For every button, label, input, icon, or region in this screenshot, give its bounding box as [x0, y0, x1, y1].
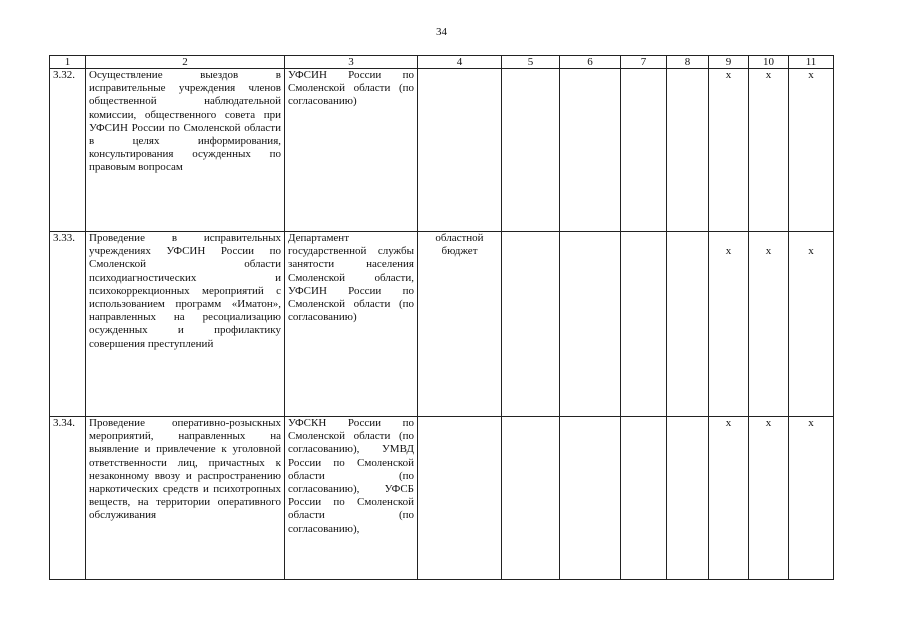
empty-cell [560, 69, 621, 232]
empty-cell [621, 232, 667, 417]
header-col-11: 11 [789, 56, 834, 69]
mark-col-9: х [709, 69, 749, 232]
table-row [50, 232, 834, 417]
header-row [50, 56, 834, 69]
header-col-4: 4 [418, 56, 502, 69]
mark-col-10: х [749, 417, 789, 580]
empty-cell [667, 417, 709, 580]
executor-cell: УФСКН России по Смоленской области (по согласованию), УМВД России по Смоленской области (по согласованию), УФСБ России по Смоленской области (по согласованию), [285, 417, 418, 580]
row-number: 3.32. [50, 69, 86, 232]
activity-cell: Проведение оперативно-розыскных мероприятий, направленных на выявление и привлечение к уголовной ответственности лиц, причастных к незаконному ввозу и распространению наркотических средств и психотропных веществ, на территории оперативного обслуживания [86, 417, 285, 580]
empty-cell [502, 69, 560, 232]
mark-col-9: х [709, 232, 749, 417]
funding-cell [418, 69, 502, 232]
mark-col-11: х [789, 232, 834, 417]
empty-cell [667, 232, 709, 417]
measures-table [49, 55, 834, 580]
header-col-3: 3 [285, 56, 418, 69]
header-col-8: 8 [667, 56, 709, 69]
empty-cell [621, 417, 667, 580]
empty-cell [502, 232, 560, 417]
executor-cell: УФСИН России по Смоленской области (по согласованию) [285, 69, 418, 232]
header-col-6: 6 [560, 56, 621, 69]
row-number: 3.33. [50, 232, 86, 417]
executor-cell: Департамент государственной службы занятости населения Смоленской области, УФСИН России по Смоленской области (по согласованию) [285, 232, 418, 417]
empty-cell [560, 232, 621, 417]
header-col-9: 9 [709, 56, 749, 69]
funding-cell: областной бюджет [418, 232, 502, 417]
header-col-10: 10 [749, 56, 789, 69]
header-col-1: 1 [50, 56, 86, 69]
header-col-5: 5 [502, 56, 560, 69]
activity-cell: Осуществление выездов в исправительные учреждения членов общественной наблюдательной комиссии, общественного совета при УФСИН России по Смоленской области в целях информирования, консультирования осужденных по правовым вопросам [86, 69, 285, 232]
empty-cell [502, 417, 560, 580]
empty-cell [621, 69, 667, 232]
activity-cell: Проведение в исправительных учреждениях УФСИН России по Смоленской области психодиагностических и психокоррекционных мероприятий с использованием программ «Иматон», направленных на ресоциализацию осужденных и профилактику совершения преступлений [86, 232, 285, 417]
funding-cell [418, 417, 502, 580]
mark-col-10: х [749, 69, 789, 232]
table-row [50, 69, 834, 232]
row-number: 3.34. [50, 417, 86, 580]
mark-col-11: х [789, 69, 834, 232]
mark-col-10: х [749, 232, 789, 417]
header-col-2: 2 [86, 56, 285, 69]
table-row [50, 417, 834, 580]
header-col-7: 7 [621, 56, 667, 69]
empty-cell [667, 69, 709, 232]
mark-col-11: х [789, 417, 834, 580]
empty-cell [560, 417, 621, 580]
page-number: 34 [436, 26, 447, 38]
mark-col-9: х [709, 417, 749, 580]
